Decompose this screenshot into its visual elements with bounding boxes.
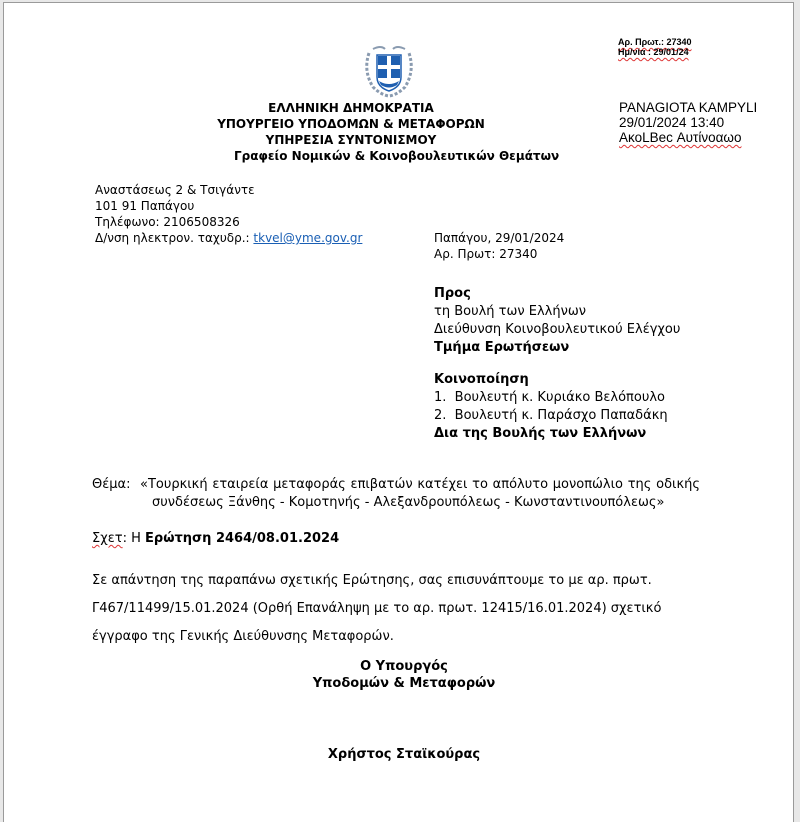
stamp-date [618, 47, 689, 57]
stamp-date-text: Ημ/νία : 29/01/24 [618, 47, 689, 57]
stamp-datetime: 29/01/2024 13:40 [619, 115, 725, 130]
recipient-heading: Προς [434, 286, 471, 301]
cc-via: Δια της Βουλής των Ελλήνων [434, 426, 647, 441]
stamp-extra-text: ΑκοLBec Αυτίνoαωo [619, 130, 742, 145]
address-phone: Τηλέφωνο: 2106508326 [95, 215, 240, 229]
cc-heading: Κοινοποίηση [434, 372, 529, 387]
coat-of-arms-icon [359, 41, 419, 101]
relation-value: Ερώτηση 2464/08.01.2024 [145, 531, 340, 546]
stamp-protocol [618, 37, 692, 47]
recipient-line-2: Διεύθυνση Κοινοβουλευτικού Ελέγχου [434, 322, 681, 337]
cc-item-1: 1. Βουλευτή κ. Κυριάκο Βελόπουλο [434, 390, 665, 405]
protocol-number: Αρ. Πρωτ: 27340 [434, 247, 538, 261]
relation-label: Σχετ [92, 531, 123, 546]
email-label: Δ/νση ηλεκτρον. ταχυδρ.: [95, 231, 250, 245]
document-page [3, 2, 794, 822]
cc-item-2-text: Βουλευτή κ. Παράσχο Παπαδάκη [454, 408, 668, 423]
cc-item-1-text: Βουλευτή κ. Κυριάκο Βελόπουλο [454, 390, 665, 405]
address-city: 101 91 Παπάγου [95, 199, 195, 213]
stamp-protocol-text: Αρ. Πρωτ.: 27340 [618, 37, 692, 47]
header-line-1: ΕΛΛΗΝΙΚΗ ΔΗΜΟΚΡΑΤΙΑ [268, 101, 434, 115]
header-line-4: Γραφείο Νομικών & Κοινοβουλευτικών Θεμάτων [234, 149, 560, 163]
email-link[interactable]: tkvel@yme.gov.gr [253, 231, 363, 245]
place-date: Παπάγου, 29/01/2024 [434, 231, 565, 245]
signature-name: Χρήστος Σταϊκούρας [327, 747, 481, 762]
cc-item-2: 2. Βουλευτή κ. Παράσχο Παπαδάκη [434, 408, 668, 423]
subject-label: Θέμα: [92, 477, 131, 492]
subject-line-2: συνδέσεως Ξάνθης - Κομοτηνής - Αλεξανδρουπόλεως - Κωνσταντινουπόλεως» [152, 495, 665, 510]
recipient-line-1: τη Βουλή των Ελλήνων [434, 304, 587, 319]
signature-title-2: Υποδομών & Μεταφορών [312, 676, 496, 691]
header-line-2: ΥΠΟΥΡΓΕΙΟ ΥΠΟΔΟΜΩΝ & ΜΕΤΑΦΟΡΩΝ [217, 117, 485, 131]
subject-line-1: «Τουρκική εταιρεία μεταφοράς επιβατών κατέχει το απόλυτο μονοπώλιο της οδικής [140, 477, 700, 492]
relation-prefix: : Η [122, 531, 141, 546]
relation [92, 530, 339, 548]
stamp-extra [619, 130, 741, 145]
address-street [95, 182, 255, 199]
address-street-text: Αναστάσεως 2 & Τσιγάντε [95, 183, 255, 197]
body-line-1: Σε απάντηση της παραπάνω σχετικής Ερώτησης, σας επισυνάπτουμε το με αρ. πρωτ. [92, 573, 652, 588]
header-line-3: ΥΠΗΡΕΣΙΑ ΣΥΝΤΟΝΙΣΜΟΥ [265, 133, 437, 147]
recipient-line-3: Τμήμα Ερωτήσεων [434, 340, 570, 355]
body-line-3: έγγραφο της Γενικής Διεύθυνσης Μεταφορών. [92, 629, 394, 644]
address-email-row [95, 230, 362, 247]
body-line-2: Γ467/11499/15.01.2024 (Ορθή Επανάληψη με το αρ. πρωτ. 12415/16.01.2024) σχετικό [92, 601, 662, 616]
signature-title-1: Ο Υπουργός [360, 659, 448, 674]
stamp-name: PANAGIOTA KAMPYLI [619, 100, 758, 115]
